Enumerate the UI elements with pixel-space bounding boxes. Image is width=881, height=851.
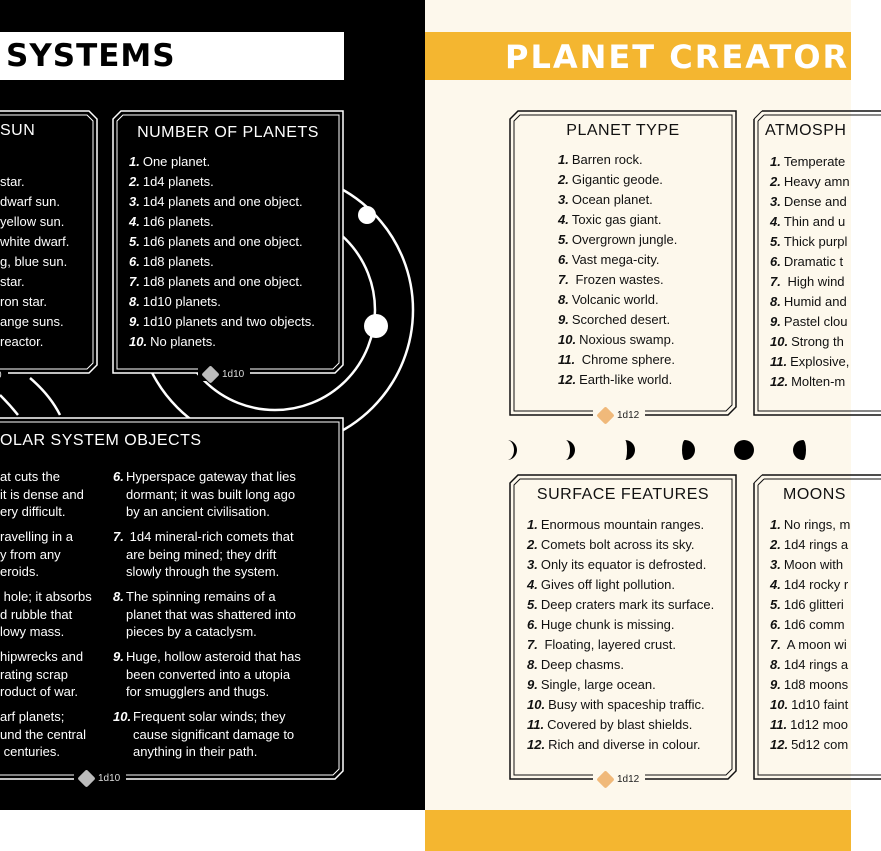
item-text: Dense and [783,194,847,209]
item-text: Huge, hollow asteroid that has been converted into a utopia for smugglers and thugs. [126,649,301,699]
item-number: 10. [558,332,577,347]
item-text: Huge chunk is missing. [540,617,675,632]
item-text: Molten-m [791,374,846,389]
item-number: 12. [770,374,789,389]
item-number: 9. [770,677,781,692]
moons-title: MOONS [783,486,846,503]
item-text: Rich and diverse in colour. [548,737,701,752]
list-item [129,232,315,252]
item-number: 3. [558,192,569,207]
item-number: 6. [770,254,781,269]
list-item [770,675,850,695]
sun-table-list [0,172,69,352]
list-item [129,252,315,272]
item-number: 12. [527,737,546,752]
item-number: 10. [770,334,789,349]
list-item [129,152,315,172]
item-number: 8. [558,292,569,307]
objects-table-title: OLAR SYSTEM OBJECTS [0,432,202,449]
list-item [558,370,677,390]
sun-table-title: SUN [0,122,36,139]
list-item [527,715,714,735]
item-text: Moon with [783,557,844,572]
item-number: 9. [527,677,538,692]
planet-type-table [507,108,739,421]
item-number: 11. [527,717,545,732]
item-text: Barren rock. [571,152,643,167]
moons-list [770,515,850,755]
item-text: Noxious swamp. [579,332,675,347]
chapter-banner-right [425,32,851,80]
sun-table [0,108,100,376]
item-text: 1d12 moo [790,717,848,732]
list-item [558,170,677,190]
item-text: Deep chasms. [540,657,624,672]
list-item [129,272,315,292]
surface-list [527,515,714,755]
item-text: Thin and u [783,214,846,229]
list-item: star. [0,174,25,189]
item-number: 2. [770,174,781,189]
item-text: Floating, layered crust. [540,637,676,652]
item-text: Busy with spaceship traffic. [548,697,705,712]
list-item [527,655,714,675]
list-item [527,695,714,715]
item-number: 9. [129,314,140,329]
item-text: Frozen wastes. [571,272,664,287]
list-item [770,635,850,655]
list-item [129,312,315,332]
item-number: 4. [527,577,538,592]
item-number: 8. [527,657,538,672]
right-page [425,0,851,851]
item-text: Toxic gas giant. [571,212,662,227]
item-text: Volcanic world. [571,292,659,307]
item-text: Pastel clou [783,314,848,329]
list-item [527,735,714,755]
item-number: 4. [770,214,781,229]
list-item [770,292,850,312]
item-number: 5. [770,234,781,249]
item-text: The spinning remains of a planet that was shattered into pieces by a cataclysm. [126,589,296,639]
item-number: 12. [770,737,789,752]
atmosphere-title: ATMOSPH [765,122,847,139]
atmosphere-list [770,152,850,392]
list-item: hole; it absorbs d rubble that lowy mass. [0,589,92,639]
list-item [558,310,677,330]
item-number: 8. [770,294,781,309]
item-text: Temperate [783,154,846,169]
list-item [558,290,677,310]
objects-left-column [0,468,110,768]
planets-dice-label: 1d10 [198,368,250,381]
item-text: 1d4 mineral-rich comets that are being mined; they drift slowly through the system. [126,529,294,579]
item-number: 9. [113,649,124,664]
item-number: 6. [527,617,538,632]
objects-right-column [113,468,323,768]
item-text: 1d8 planets. [142,254,214,269]
list-item: arf planets; und the central centuries. [0,709,87,759]
item-text: Hyperspace gateway that lies dormant; it was built long ago by an ancient civilisation. [126,469,296,519]
list-item [770,615,850,635]
list-item [558,210,677,230]
list-item [527,575,714,595]
item-text: Chrome sphere. [578,352,675,367]
list-item: at cuts the it is dense and ery difficult. [0,469,84,519]
item-number: 9. [770,314,781,329]
left-page [0,0,425,810]
item-number: 1. [129,154,140,169]
list-item [129,332,315,352]
list-item: hipwrecks and rating scrap roduct of war. [0,649,84,699]
item-text: 1d10 faint [791,697,849,712]
list-item [558,330,677,350]
list-item: star. [0,274,25,289]
list-item [527,535,714,555]
list-item [770,372,850,392]
item-number: 2. [129,174,140,189]
list-item [770,352,850,372]
item-text: Vast mega-city. [571,252,660,267]
list-item [129,212,315,232]
list-item [770,555,850,575]
item-text: A moon wi [783,637,847,652]
item-text: Only its equator is defrosted. [540,557,707,572]
item-number: 8. [129,294,140,309]
item-number: 7. [129,274,140,289]
item-number: 7. [770,637,781,652]
chapter-title: SYSTEMS [6,38,176,74]
item-number: 4. [558,212,569,227]
item-number: 1. [770,517,781,532]
list-item [558,230,677,250]
planets-table-title: NUMBER OF PLANETS [137,124,319,141]
item-number: 2. [558,172,569,187]
item-text: One planet. [142,154,211,169]
item-text: 1d6 planets and one object. [142,234,303,249]
list-item [129,192,315,212]
list-item [770,312,850,332]
item-text: Explosive, [790,354,850,369]
item-text: Enormous mountain ranges. [540,517,705,532]
moons-table [751,472,881,782]
list-item [527,615,714,635]
item-number: 8. [770,657,781,672]
list-item [558,250,677,270]
item-number: 5. [558,232,569,247]
list-item: ron star. [0,294,47,309]
list-item [770,715,850,735]
item-text: 1d8 moons [783,677,849,692]
item-text: Strong th [791,334,844,349]
item-text: 1d4 rocky r [783,577,849,592]
list-item [770,252,850,272]
item-number: 7. [527,637,538,652]
item-text: 1d6 glitteri [783,597,844,612]
dice-icon [596,770,614,788]
item-text: 1d4 rings a [783,657,849,672]
list-item: ravelling in a y from any eroids. [0,529,73,579]
right-page-footer-bar [425,810,851,851]
item-number: 1. [770,154,781,169]
moon-phase-row [425,438,851,462]
item-number: 6. [558,252,569,267]
surface-dice-label: 1d12 [593,773,645,786]
item-number: 6. [129,254,140,269]
list-item [558,270,677,290]
item-text: 1d10 planets. [142,294,221,309]
moon-phase-icons [507,440,806,460]
item-text: Thick purpl [783,234,848,249]
item-number: 3. [770,557,781,572]
item-number: 5. [527,597,538,612]
list-item [770,595,850,615]
surface-table [507,472,739,785]
planet-type-title: PLANET TYPE [566,122,680,139]
list-item [770,172,850,192]
left-page-margin [0,810,425,851]
item-text: 1d6 planets. [142,214,214,229]
list-item [527,515,714,535]
item-text: Gives off light pollution. [540,577,676,592]
item-text: 1d4 planets. [142,174,214,189]
item-text: 1d10 planets and two objects. [142,314,315,329]
list-item: white dwarf. [0,234,70,249]
item-text: Earth-like world. [579,372,673,387]
item-text: Single, large ocean. [540,677,656,692]
planet-type-list [558,150,677,390]
item-text: Humid and [783,294,847,309]
item-number: 3. [770,194,781,209]
item-text: Deep craters mark its surface. [540,597,715,612]
item-text: Dramatic t [783,254,844,269]
planets-table-list [129,152,315,352]
list-item [770,575,850,595]
list-item [527,675,714,695]
list-item [527,595,714,615]
dice-icon [596,406,614,424]
item-text: 1d6 comm [783,617,845,632]
item-text: No planets. [150,334,216,349]
item-text: 1d8 planets and one object. [142,274,303,289]
item-number: 3. [129,194,140,209]
item-number: 11. [558,352,576,367]
item-number: 3. [527,557,538,572]
item-number: 1. [558,152,569,167]
item-text: 1d4 rings a [783,537,849,552]
item-number: 2. [770,537,781,552]
list-item [770,192,850,212]
list-item [558,350,677,370]
item-number: 5. [770,597,781,612]
list-item [770,535,850,555]
list-item [770,515,850,535]
item-number: 9. [558,312,569,327]
list-item [770,232,850,252]
item-number: 10. [129,334,148,349]
item-number: 5. [129,234,140,249]
list-item [770,735,850,755]
list-item: g, blue sun. [0,254,68,269]
item-text: Gigantic geode. [571,172,663,187]
list-item: reactor. [0,334,44,349]
item-text: High wind [783,274,845,289]
item-number: 10. [527,697,546,712]
item-text: Overgrown jungle. [571,232,678,247]
item-text: Heavy amn [783,174,850,189]
planet-type-dice-label: 1d12 [593,409,645,422]
item-text: Comets bolt across its sky. [540,537,695,552]
item-number: 12. [558,372,577,387]
list-item [770,332,850,352]
list-item [558,150,677,170]
item-text: 5d12 com [791,737,849,752]
list-item [770,272,850,292]
list-item [129,172,315,192]
item-number: 7. [770,274,781,289]
item-number: 7. [113,529,124,544]
item-number: 2. [527,537,538,552]
item-text: Covered by blast shields. [547,717,693,732]
item-number: 4. [770,577,781,592]
planets-table [110,108,346,380]
item-number: 8. [113,589,124,604]
item-text: No rings, m [783,517,851,532]
item-number: 7. [558,272,569,287]
chapter-banner [0,32,344,80]
item-number: 10. [113,709,132,724]
list-item [770,655,850,675]
item-number: 6. [113,469,124,484]
dice-icon [201,365,219,383]
list-item: dwarf sun. [0,194,60,209]
sun-dice-label [0,370,8,381]
list-item: ange suns. [0,314,64,329]
item-text: Ocean planet. [571,192,653,207]
item-number: 6. [770,617,781,632]
item-text: Scorched desert. [571,312,671,327]
list-item [527,555,714,575]
list-item [770,152,850,172]
item-text: 1d4 planets and one object. [142,194,303,209]
dice-icon [77,769,95,787]
list-item [770,695,850,715]
item-number: 1. [527,517,538,532]
surface-title: SURFACE FEATURES [536,486,710,503]
list-item [527,635,714,655]
chapter-title-right: PLANET CREATOR [505,38,850,76]
list-item [558,190,677,210]
item-text: Frequent solar winds; they cause significant damage to anything in their path. [133,709,295,759]
item-number: 10. [770,697,789,712]
item-number: 4. [129,214,140,229]
list-item [129,292,315,312]
objects-dice-label: 1d10 [74,772,126,785]
item-number: 11. [770,717,788,732]
atmosphere-table [751,108,881,418]
list-item [770,212,850,232]
objects-table [0,415,346,782]
item-number: 11. [770,354,788,369]
list-item: yellow sun. [0,214,65,229]
